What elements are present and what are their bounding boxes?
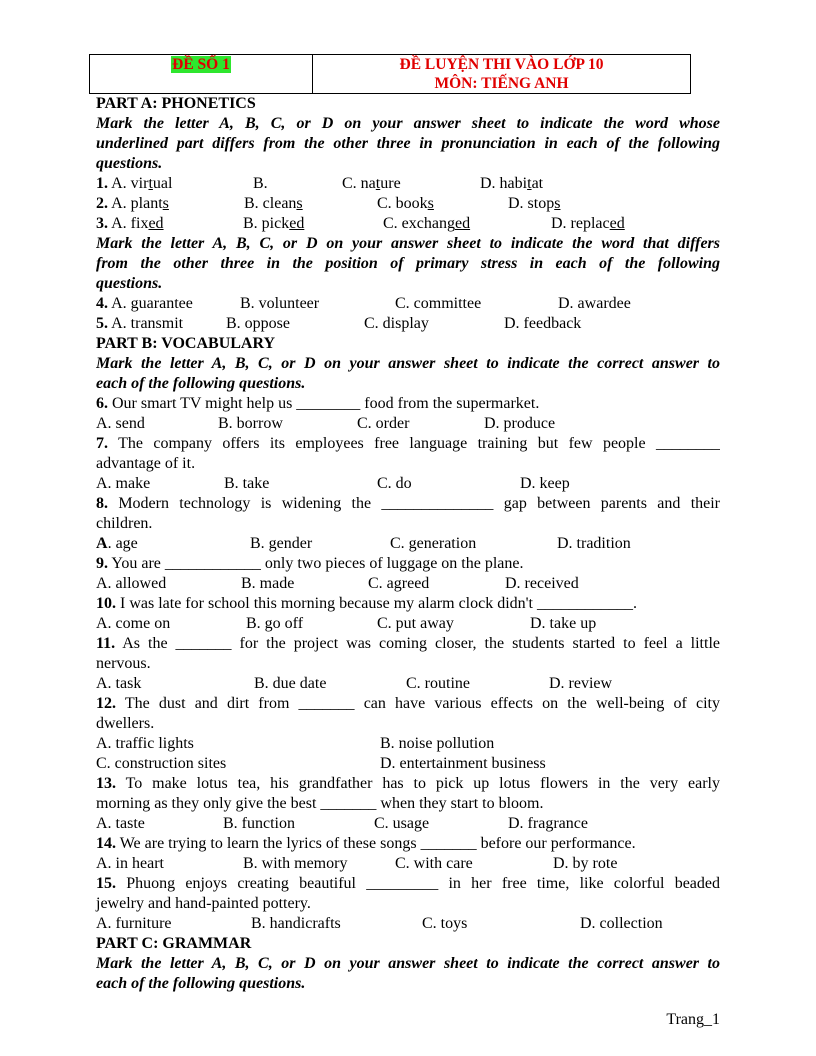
question-15-options: A. furniture B. handicrafts C. toys D. collection [96, 915, 663, 932]
question-15-cont: jewelry and hand-painted pottery. [96, 895, 311, 912]
exam-number-label: ĐỀ SỐ 1 [172, 56, 230, 73]
question-10: 10. I was late for school this morning because my alarm clock didn't ____________. [96, 595, 637, 612]
part-c-title: PART C: GRAMMAR [96, 935, 252, 952]
header-table [89, 54, 691, 94]
question-9-options: A. allowed B. made C. agreed D. received [96, 575, 579, 592]
stress-instruction-line3: questions. [96, 275, 163, 292]
question-12-cont: dwellers. [96, 715, 155, 732]
question-8: 8. Modern technology is widening the ______________ gap between parents and their [96, 495, 720, 512]
exam-title: ĐỀ LUYỆN THI VÀO LỚP 10 [399, 56, 604, 73]
question-3: 3. A. fixed B. picked C. exchanged D. replaced [96, 215, 625, 232]
question-5: 5. A. transmit B. oppose C. display D. feedback [96, 315, 582, 332]
part-c-instruction-line1: Mark the letter A, B, C, or D on your answer sheet to indicate the correct answer to [96, 955, 720, 972]
part-a-instruction-line1: Mark the letter A, B, C, or D on your answer sheet to indicate the word whose [96, 115, 720, 132]
question-10-options: A. come on B. go off C. put away D. take up [96, 615, 597, 632]
question-12-options-row1: A. traffic lights B. noise pollution [96, 735, 495, 752]
question-7-options: A. make B. take C. do D. keep [96, 475, 570, 492]
question-8-cont: children. [96, 515, 153, 532]
question-14-options: A. in heart B. with memory C. with care D. by rote [96, 855, 618, 872]
exam-subject: MÔN: TIẾNG ANH [434, 75, 569, 92]
question-13-options: A. taste B. function C. usage D. fragrance [96, 815, 588, 832]
page-number: Trang_1 [666, 1011, 720, 1028]
stress-instruction-line2: from the other three in the position of primary stress in each of the following [96, 255, 720, 272]
question-9: 9. You are ____________ only two pieces of luggage on the plane. [96, 555, 524, 572]
question-13-cont: morning as they only give the best _______ when they start to bloom. [96, 795, 544, 812]
question-7: 7. The company offers its employees free language training but few people ________ [96, 435, 720, 452]
question-8-options: A. age B. gender C. generation D. tradition [96, 535, 631, 552]
question-12: 12. The dust and dirt from _______ can have various effects on the well-being of city [96, 695, 720, 712]
question-14: 14. We are trying to learn the lyrics of these songs _______ before our performance. [96, 835, 636, 852]
question-1: 1. A. virtual B. C. nature D. habitat [96, 175, 544, 192]
question-11-options: A. task B. due date C. routine D. review [96, 675, 613, 692]
part-b-title: PART B: VOCABULARY [96, 335, 276, 352]
question-2: 2. A. plants B. cleans C. books D. stops [96, 195, 561, 212]
question-6: 6. Our smart TV might help us ________ food from the supermarket. [96, 395, 540, 412]
part-b-instruction-line2: each of the following questions. [96, 375, 306, 392]
question-11: 11. As the _______ for the project was coming closer, the students started to feel a little [96, 635, 720, 652]
exam-title-cell [313, 55, 691, 94]
question-15: 15. Phuong enjoys creating beautiful _________ in her free time, like colorful beaded [96, 875, 720, 892]
question-7-cont: advantage of it. [96, 455, 196, 472]
part-c-instruction-line2: each of the following questions. [96, 975, 306, 992]
part-a-instruction-line2: underlined part differs from the other three in pronunciation in each of the following [96, 135, 720, 152]
question-13: 13. To make lotus tea, his grandfather has to pick up lotus flowers in the very early [96, 775, 720, 792]
question-6-options: A. send B. borrow C. order D. produce [96, 415, 556, 432]
stress-instruction-line1: Mark the letter A, B, C, or D on your answer sheet to indicate the word that differs [96, 235, 720, 252]
question-4: 4. A. guarantee B. volunteer C. committee D. awardee [96, 295, 631, 312]
question-11-cont: nervous. [96, 655, 151, 672]
exam-content [96, 94, 720, 994]
part-b-instruction-line1: Mark the letter A, B, C, or D on your answer sheet to indicate the correct answer to [96, 355, 720, 372]
question-12-options-row2: C. construction sites D. entertainment business [96, 755, 546, 772]
part-a-title: PART A: PHONETICS [96, 95, 256, 112]
part-a-instruction-line3: questions. [96, 155, 163, 172]
exam-number-cell [90, 55, 313, 94]
